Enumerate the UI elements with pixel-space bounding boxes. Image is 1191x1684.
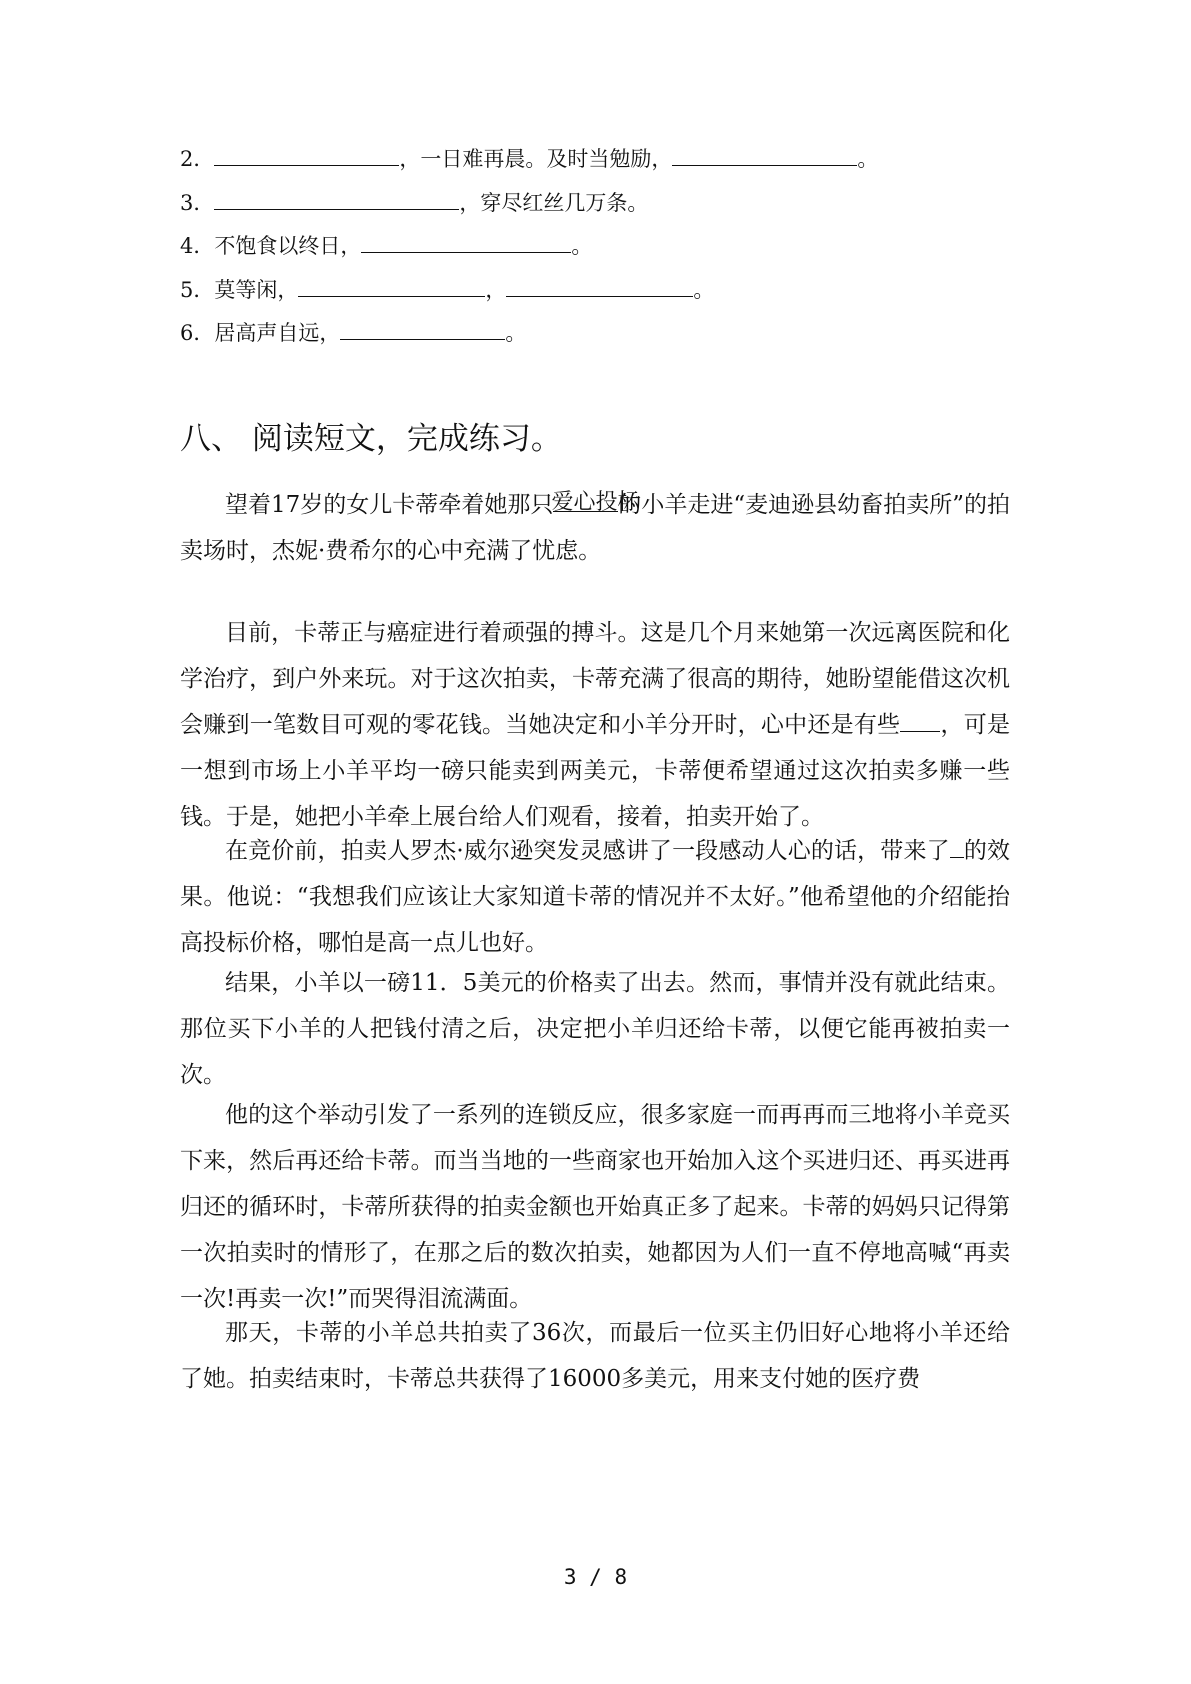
fill-line-6: 6．居高声自远， 。	[180, 321, 527, 345]
blank[interactable]	[361, 234, 571, 253]
story-title: 爱心投标	[551, 490, 640, 515]
paragraph-1: 望着17岁的女儿卡蒂牵着她那只 的小羊走进“麦迪逊县幼畜拍卖所”的拍卖场时，杰妮·费希尔的心中充满了忧虑。	[180, 482, 1010, 574]
section-heading: 八、 阅读短文，完成练习。	[180, 421, 562, 457]
blank[interactable]	[900, 709, 940, 732]
fill-line-2: 2． ，一日难再晨。及时当勉励， 。	[180, 147, 879, 171]
blank[interactable]	[672, 147, 857, 166]
blank[interactable]	[214, 147, 399, 166]
blank[interactable]	[298, 278, 485, 297]
blank[interactable]	[214, 191, 459, 210]
paragraph-4: 结果，小羊以一磅11．5美元的价格卖了出去。然而，事情并没有就此结束。那位买下小羊的人把钱付清之后，决定把小羊归还给卡蒂，以便它能再被拍卖一次。	[180, 970, 1010, 1088]
blank[interactable]	[950, 835, 964, 858]
paragraph-2: 目前，卡蒂正与癌症进行着顽强的搏斗。这是几个月来她第一次远离医院和化学治疗，到户外来玩。对于这次拍卖，卡蒂充满了很高的期待，她盼望能借这次机会赚到一笔数目可观的零花钱。当她决定和小羊分开时，心中还是有些 ，可是一想到市场上小羊平均一磅只能卖到两美元，卡蒂便希望通过这次拍卖多赚一些钱。于是，她把小羊牵上展台给人们观看，接着，拍卖开始了。	[180, 620, 1011, 830]
paragraph-5: 他的这个举动引发了一系列的连锁反应，很多家庭一而再再而三地将小羊竞买下来，然后再还给卡蒂。而当当地的一些商家也开始加入这个买进归还、再买进再归还的循环时，卡蒂所获得的拍卖金额也开始真正多了起来。卡蒂的妈妈只记得第一次拍卖时的情形了，在那之后的数次拍卖，她都因为人们一直不停地高喊“再卖一次!再卖一次!”而哭得泪流满面。	[180, 1102, 1010, 1312]
blank[interactable]	[553, 489, 618, 512]
blank[interactable]	[340, 321, 505, 340]
paragraph-3: 在竞价前，拍卖人罗杰·威尔逊突发灵感讲了一段感动人心的话，带来了 的效果。他说：“我想我们应该让大家知道卡蒂的情况并不太好。”他希望他的介绍能抬高投标价格，哪怕是高一点儿也好。	[180, 828, 1010, 966]
fill-line-5: 5．莫等闲， ， 。	[180, 278, 715, 302]
fill-line-3: 3． ，穿尽红丝几万条。	[180, 191, 649, 215]
page-number: 3 / 8	[563, 1565, 628, 1589]
blank[interactable]	[506, 278, 693, 297]
paragraph-6: 那天，卡蒂的小羊总共拍卖了36次，而最后一位买主仍旧好心地将小羊还给了她。拍卖结束时，卡蒂总共获得了16000多美元，用来支付她的医疗费	[180, 1320, 1010, 1392]
fill-line-4: 4．不饱食以终日， 。	[180, 234, 593, 258]
